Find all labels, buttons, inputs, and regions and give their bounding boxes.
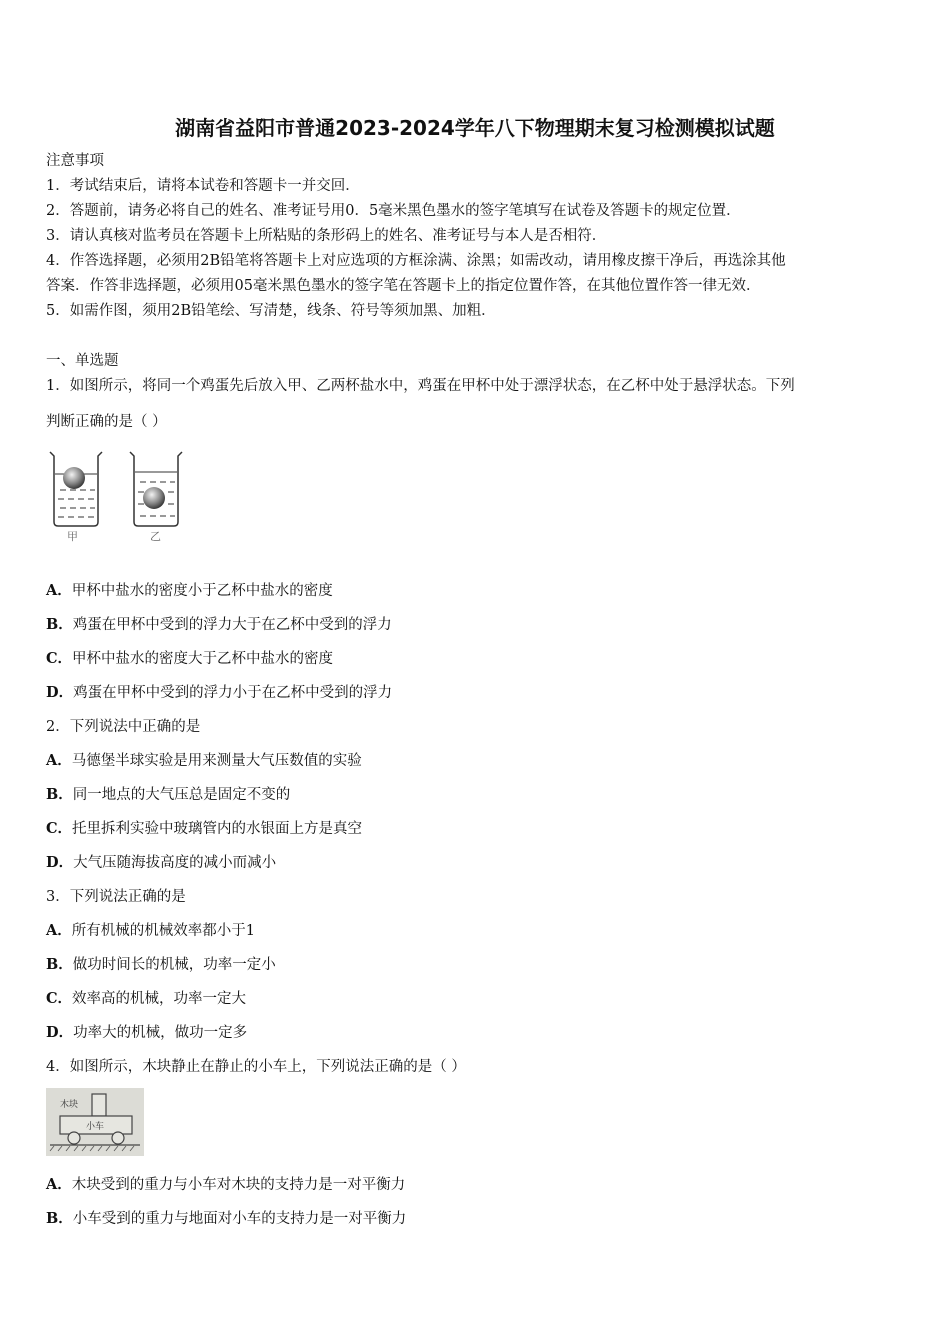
option-key: C． bbox=[46, 820, 73, 837]
notice-item: 2．答题前，请务必将自己的姓名、准考证号用0．5毫米黑色墨水的签字笔填写在试卷及答题卡的规定位置． bbox=[46, 203, 741, 219]
option-a bbox=[46, 1176, 405, 1194]
question-stem: 4．如图所示，木块静止在静止的小车上，下列说法正确的是（ ） bbox=[46, 1059, 466, 1075]
page-title: 湖南省益阳市普通2023-2024学年八下物理期末复习检测模拟试题 bbox=[175, 116, 775, 140]
notice-heading: 注意事项 bbox=[46, 153, 104, 169]
option-text: 同一地点的大气压总是固定不变的 bbox=[72, 787, 291, 803]
option-key: D． bbox=[46, 684, 74, 701]
beakers-figure bbox=[44, 446, 184, 548]
option-text: 效率高的机械，功率一定大 bbox=[72, 991, 247, 1007]
beaker-jia bbox=[50, 452, 102, 526]
figure-label-yi: 乙 bbox=[150, 530, 161, 543]
section-heading: 一、单选题 bbox=[46, 353, 119, 369]
option-key: A． bbox=[46, 1176, 72, 1193]
egg-floating bbox=[63, 467, 85, 489]
option-key: B． bbox=[46, 1210, 73, 1227]
option-text: 木块受到的重力与小车对木块的支持力是一对平衡力 bbox=[71, 1177, 406, 1193]
option-a bbox=[46, 922, 255, 940]
question-stem: 2．下列说法中正确的是 bbox=[46, 719, 201, 735]
notice-item: 3．请认真核对监考员在答题卡上所粘贴的条形码上的姓名、准考证号与本人是否相符． bbox=[46, 228, 607, 244]
label-block: 木块 bbox=[60, 1100, 79, 1110]
option-text: 鸡蛋在甲杯中受到的浮力大于在乙杯中受到的浮力 bbox=[72, 617, 392, 633]
egg-suspended bbox=[143, 487, 165, 509]
question-stem: 1．如图所示，将同一个鸡蛋先后放入甲、乙两杯盐水中，鸡蛋在甲杯中处于漂浮状态，在乙杯中处于悬浮状态。下列 bbox=[46, 378, 795, 394]
notice-item: 答案．作答非选择题，必须用05毫米黑色墨水的签字笔在答题卡上的指定位置作答，在其他位置作答一律无效． bbox=[46, 278, 761, 294]
option-c bbox=[46, 990, 246, 1008]
option-b bbox=[46, 616, 392, 634]
option-a bbox=[46, 752, 362, 770]
option-text: 托里拆利实验中玻璃管内的水银面上方是真空 bbox=[72, 821, 363, 837]
option-key: D． bbox=[46, 1024, 74, 1041]
option-text: 马德堡半球实验是用来测量大气压数值的实验 bbox=[71, 753, 362, 769]
option-key: C． bbox=[46, 990, 73, 1007]
option-key: C． bbox=[46, 650, 73, 667]
option-key: B． bbox=[46, 956, 73, 973]
option-c bbox=[46, 650, 333, 668]
beaker-yi bbox=[130, 452, 182, 526]
question-stem: 3．下列说法正确的是 bbox=[46, 889, 186, 905]
option-text: 鸡蛋在甲杯中受到的浮力小于在乙杯中受到的浮力 bbox=[73, 685, 393, 701]
option-key: A． bbox=[46, 582, 72, 599]
option-d bbox=[46, 1024, 247, 1042]
option-b bbox=[46, 1210, 406, 1228]
option-key: D． bbox=[46, 854, 74, 871]
notice-item: 4．作答选择题，必须用2B铅笔将答题卡上对应选项的方框涂满、涂黑；如需改动，请用橡皮擦干净后，再选涂其他 bbox=[46, 253, 786, 269]
option-a bbox=[46, 582, 333, 600]
option-d bbox=[46, 684, 392, 702]
option-b bbox=[46, 786, 290, 804]
label-cart: 小车 bbox=[86, 1122, 105, 1132]
option-text: 功率大的机械，做功一定多 bbox=[73, 1025, 248, 1041]
option-key: A． bbox=[46, 752, 72, 769]
figure-label-jia: 甲 bbox=[67, 530, 78, 543]
notice-item: 1．考试结束后，请将本试卷和答题卡一并交回． bbox=[46, 178, 360, 194]
notice-item: 5．如需作图，须用2B铅笔绘、写清楚，线条、符号等须加黑、加粗． bbox=[46, 303, 496, 319]
option-text: 甲杯中盐水的密度大于乙杯中盐水的密度 bbox=[72, 651, 334, 667]
option-key: B． bbox=[46, 786, 73, 803]
option-text: 所有机械的机械效率都小于1 bbox=[71, 923, 255, 939]
option-b bbox=[46, 956, 276, 974]
option-text: 做功时间长的机械，功率一定小 bbox=[72, 957, 276, 973]
option-d bbox=[46, 854, 276, 872]
option-text: 甲杯中盐水的密度小于乙杯中盐水的密度 bbox=[71, 583, 333, 599]
option-text: 大气压随海拔高度的减小而减小 bbox=[73, 855, 277, 871]
question-stem: 判断正确的是（ ） bbox=[46, 414, 167, 430]
option-key: B． bbox=[46, 616, 73, 633]
option-text: 小车受到的重力与地面对小车的支持力是一对平衡力 bbox=[72, 1211, 407, 1227]
option-c bbox=[46, 820, 362, 838]
cart-photo bbox=[46, 1088, 144, 1156]
option-key: A． bbox=[46, 922, 72, 939]
